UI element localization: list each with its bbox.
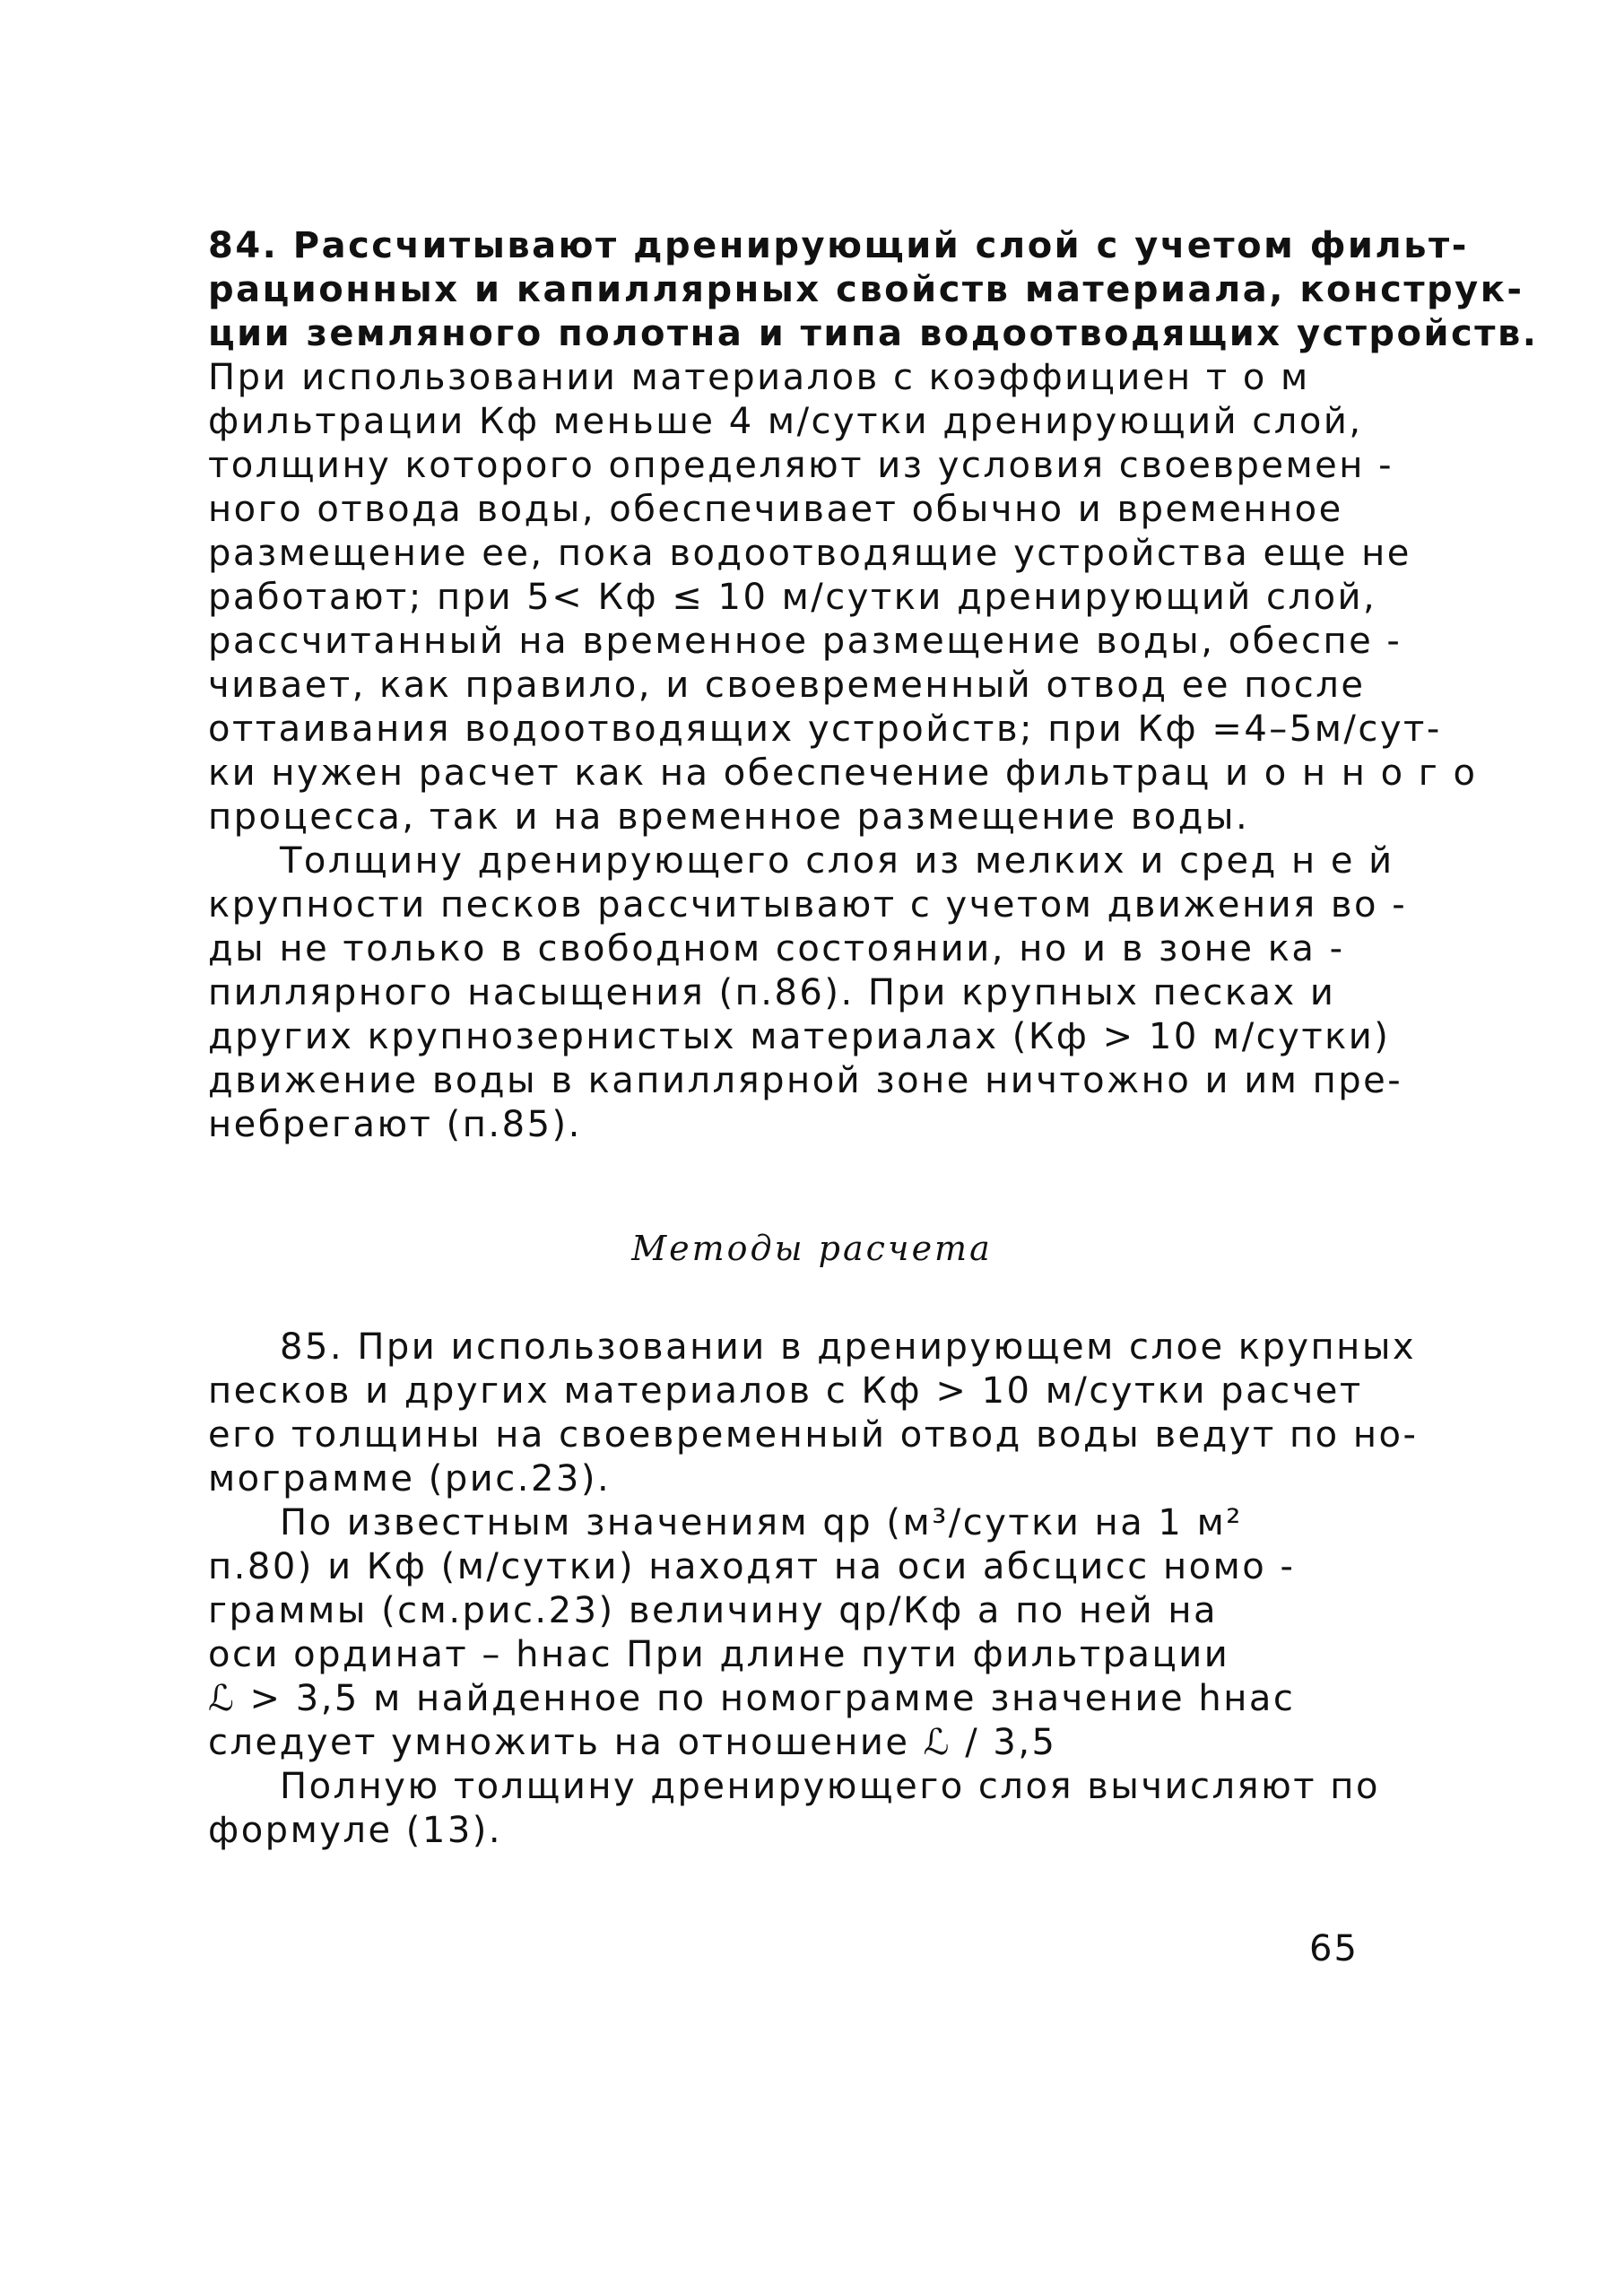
text-line: 85. При использовании в дренирующем слое крупных [280, 1326, 1417, 1368]
text-line: Полную толщину дренирующего слоя вычисляют по [280, 1766, 1380, 1807]
text-line: ного отвода воды, обеспечивает обычно и временное [208, 489, 1343, 530]
text-line: движение воды в капиллярной зоне ничтожно и им пре- [208, 1060, 1403, 1101]
text-line: песков и других материалов с Кф > 10 м/сутки расчет [208, 1370, 1363, 1412]
text-line: рационных и капиллярных свойств материала, конструк- [208, 269, 1524, 310]
text-line: При использовании материалов с коэффициен т о м [208, 357, 1310, 398]
text-line: 84. Рассчитывают дренирующий слой с учетом фильт- [208, 225, 1469, 266]
text-line: ℒ > 3,5 м найденное по номограмме значение hнас [208, 1678, 1296, 1719]
text-line: формуле (13). [208, 1810, 503, 1851]
text-line: других крупнозернистых материалах (Кф > 10 м/сутки) [208, 1016, 1391, 1057]
text-line: оси ординат – hнас При длине пути фильтрации [208, 1634, 1230, 1675]
text-line: толщину которого определяют из условия своевремен - [208, 445, 1394, 486]
text-line: фильтрации Кф меньше 4 м/сутки дренирующий слой, [208, 401, 1363, 442]
text-line: процесса, так и на временное размещение воды. [208, 796, 1250, 838]
page-number: 65 [1309, 1928, 1359, 1969]
text-line: работают; при 5< Кф ≤ 10 м/сутки дренирующий слой, [208, 577, 1377, 618]
text-line: пиллярного насыщения (п.86). При крупных песках и [208, 972, 1336, 1013]
text-line: рассчитанный на временное размещение воды, обеспе - [208, 621, 1403, 662]
text-line: граммы (см.рис.23) величину qр/Кф а по ней на [208, 1590, 1219, 1631]
text-line: небрегают (п.85). [208, 1104, 582, 1145]
text-line: размещение ее, пока водоотводящие устройства еще не [208, 533, 1411, 574]
text-line: ки нужен расчет как на обеспечение фильтрац и о н н о г о [208, 752, 1478, 794]
text-line: ды не только в свободном состоянии, но и в зоне ка - [208, 928, 1345, 969]
text-line: Толщину дренирующего слоя из мелких и сред н е й [280, 840, 1394, 882]
text-line: п.80) и Кф (м/сутки) находят на оси абсцисс номо - [208, 1546, 1296, 1587]
text-line: его толщины на своевременный отвод воды ведут по но- [208, 1414, 1419, 1456]
text-line: мограмме (рис.23). [208, 1458, 612, 1500]
text-line: ции земляного полотна и типа водоотводящих устройств. [208, 313, 1539, 354]
text-line: чивает, как правило, и своевременный отвод ее после [208, 665, 1366, 706]
text-line: крупности песков рассчитывают с учетом движения во - [208, 884, 1408, 926]
text-line: По известным значениям qр (м³/сутки на 1 м² [280, 1502, 1243, 1543]
text-line: следует умножить на отношение ℒ / 3,5 [208, 1722, 1057, 1763]
section-heading: Методы расчета [631, 1229, 993, 1268]
text-line: оттаивания водоотводящих устройств; при Кф =4–5м/сут- [208, 709, 1442, 750]
